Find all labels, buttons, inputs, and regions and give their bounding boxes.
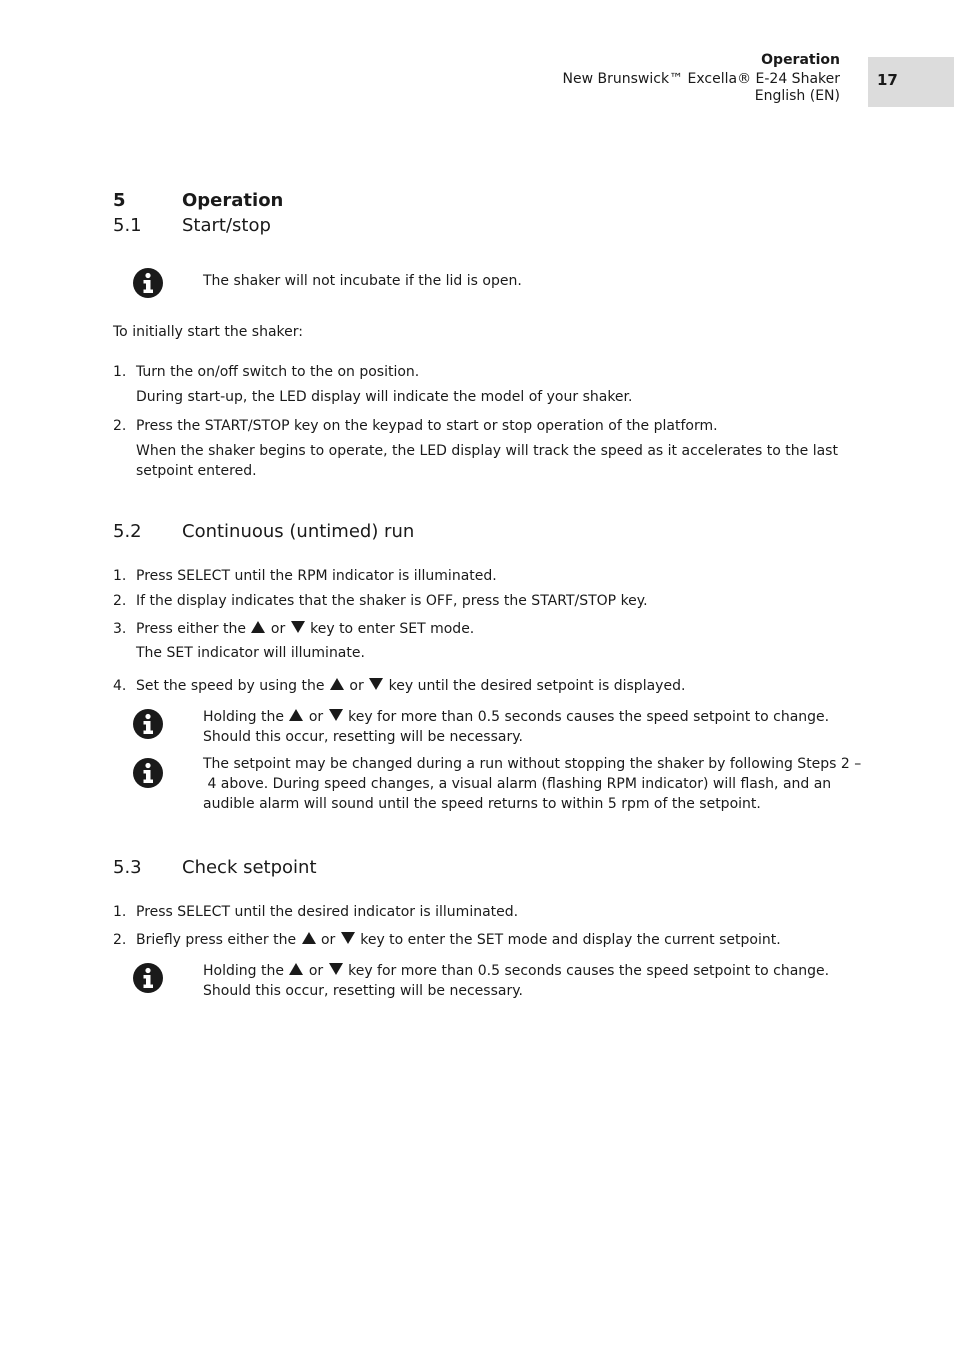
- down-arrow-key-icon: [369, 678, 383, 690]
- step-subtext: When the shaker begins to operate, the LED display will track the speed as it accelerates to the last: [136, 443, 838, 459]
- step-text: Turn the on/off switch to the on position.: [136, 364, 420, 380]
- note-text-line: Should this occur, resetting will be necessary.: [203, 729, 523, 745]
- up-arrow-key-icon: [289, 709, 303, 721]
- step-subtext: setpoint entered.: [136, 463, 257, 479]
- info-icon: [133, 963, 163, 993]
- section-5-3-number: 5.3: [113, 857, 142, 878]
- section-5-1-number: 5.1: [113, 215, 142, 236]
- step-text-part: Press either the: [136, 621, 246, 637]
- step-text-part: or: [270, 621, 286, 637]
- step-text: If the display indicates that the shaker is OFF, press the START/STOP key.: [136, 593, 648, 609]
- section-5-3-title: Check setpoint: [182, 857, 317, 878]
- note-text-line: 4 above. During speed changes, a visual alarm (flashing RPM indicator) will flash, and an: [203, 776, 832, 792]
- step-text: [136, 930, 781, 950]
- header-chapter-title: Operation: [761, 52, 840, 68]
- info-icon: [133, 268, 163, 298]
- info-icon: [133, 709, 163, 739]
- section-5-title: Operation: [182, 190, 284, 211]
- note-text-line: audible alarm will sound until the speed returns to within 5 rpm of the setpoint.: [203, 796, 761, 812]
- step-number: 1.: [113, 568, 127, 584]
- step-number: 2.: [113, 593, 127, 609]
- step-text-part: key to enter the SET mode and display the current setpoint.: [360, 932, 781, 948]
- down-arrow-key-icon: [329, 709, 343, 721]
- note-text-part: Holding the: [203, 709, 284, 725]
- note-text-part: or: [308, 709, 324, 725]
- note-holding-key: [203, 961, 829, 981]
- header-language: English (EN): [754, 88, 840, 104]
- section-5-2-number: 5.2: [113, 521, 142, 542]
- up-arrow-key-icon: [289, 963, 303, 975]
- step-number: 1.: [113, 364, 127, 380]
- note-text-part: or: [308, 963, 324, 979]
- step-text: [136, 619, 474, 639]
- step-number: 3.: [113, 621, 127, 637]
- step-text-part: Set the speed by using the: [136, 678, 325, 694]
- step-number: 1.: [113, 904, 127, 920]
- step-number: 2.: [113, 932, 127, 948]
- step-text: Press SELECT until the RPM indicator is illuminated.: [136, 568, 497, 584]
- note-text-line: Should this occur, resetting will be necessary.: [203, 983, 523, 999]
- step-text-part: or: [349, 678, 364, 694]
- note-text-part: key for more than 0.5 seconds causes the speed setpoint to change.: [348, 963, 830, 979]
- step-number: 4.: [113, 678, 127, 694]
- step-text-part: or: [320, 932, 336, 948]
- note-holding-key: [203, 707, 829, 727]
- section-5-1-title: Start/stop: [182, 215, 271, 236]
- step-text: Press the START/STOP key on the keypad to start or stop operation of the platform.: [136, 418, 718, 434]
- section-5-number: 5: [113, 190, 126, 211]
- up-arrow-key-icon: [330, 678, 344, 690]
- info-icon: [133, 758, 163, 788]
- section-5-2-title: Continuous (untimed) run: [182, 521, 415, 542]
- step-text-part: Briefly press either the: [136, 932, 297, 948]
- down-arrow-key-icon: [341, 932, 355, 944]
- note-text-line: The setpoint may be changed during a run without stopping the shaker by following Steps 2 –: [203, 756, 862, 772]
- intro-text: To initially start the shaker:: [113, 324, 303, 340]
- up-arrow-key-icon: [251, 621, 265, 633]
- note-lid-open: The shaker will not incubate if the lid is open.: [203, 273, 522, 289]
- step-subtext: The SET indicator will illuminate.: [136, 645, 365, 661]
- step-text: [136, 676, 685, 696]
- header-product-name: New Brunswick™ Excella® E-24 Shaker: [562, 71, 840, 87]
- step-text-part: key until the desired setpoint is displayed.: [388, 678, 686, 694]
- step-number: 2.: [113, 418, 127, 434]
- note-text-part: key for more than 0.5 seconds causes the speed setpoint to change.: [348, 709, 830, 725]
- down-arrow-key-icon: [291, 621, 305, 633]
- step-text: Press SELECT until the desired indicator is illuminated.: [136, 904, 519, 920]
- step-subtext: During start-up, the LED display will indicate the model of your shaker.: [136, 389, 633, 405]
- down-arrow-key-icon: [329, 963, 343, 975]
- up-arrow-key-icon: [302, 932, 316, 944]
- step-text-part: key to enter SET mode.: [310, 621, 475, 637]
- page-number: 17: [877, 71, 898, 89]
- note-text-part: Holding the: [203, 963, 284, 979]
